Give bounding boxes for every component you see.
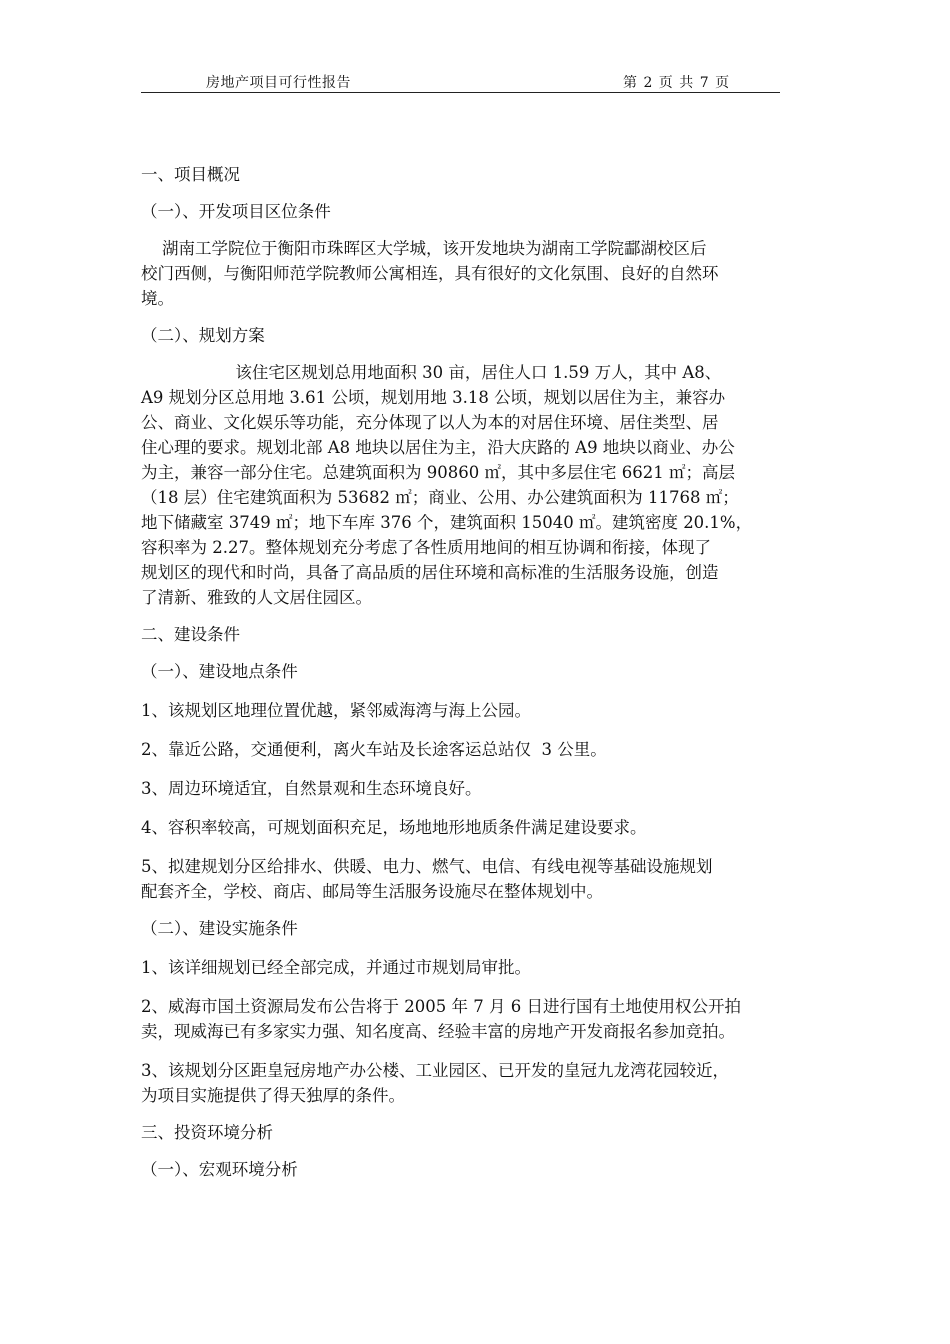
subsection-heading: （一）、开发项目区位条件 (141, 202, 331, 221)
paragraph-location (141, 236, 809, 311)
paragraph-line: 公、商业、文化娱乐等功能，充分体现了以人为本的对居住环境、居住类型、居 (141, 413, 719, 432)
section-heading: 二、建设条件 (141, 625, 240, 644)
header-page-info: 第 2 页 共 7 页 (623, 75, 731, 91)
list-item: 4、容积率较高，可规划面积充足，场地地形地质条件满足建设要求。 (141, 818, 647, 837)
subsection-heading: （二）、规划方案 (141, 326, 265, 345)
paragraph-line: 地下储藏室 3749 ㎡；地下车库 376 个，建筑面积 15040 ㎡。建筑密度 20.1%， (141, 513, 753, 532)
header-title: 房地产项目可行性报告 (206, 75, 351, 91)
list-item: 1、该规划区地理位置优越，紧邻威海湾与海上公园。 (141, 701, 531, 720)
paragraph-line: 湖南工学院位于衡阳市珠晖区大学城，该开发地块为湖南工学院酃湖校区后 (141, 239, 707, 258)
section-heading: 三、投资环境分析 (141, 1123, 273, 1142)
paragraph-line: 规划区的现代和时尚，具备了高品质的居住环境和高标准的生活服务设施，创造 (141, 563, 719, 582)
page-header (141, 70, 780, 93)
subsection-heading: （二）、建设实施条件 (141, 919, 298, 938)
paragraph-line: 该住宅区规划总用地面积 30 亩，居住人口 1.59 万人，其中 A8、 (141, 363, 722, 382)
list-item-line: 卖，现威海已有多家实力强、知名度高、经验丰富的房地产开发商报名参加竞拍。 (141, 1022, 735, 1041)
subsection-heading: （一）、宏观环境分析 (141, 1160, 298, 1179)
paragraph-line: 住心理的要求。规划北部 A8 地块以居住为主，沿大庆路的 A9 地块以商业、办公 (141, 438, 735, 457)
list-item-line: 3、该规划分区距皇冠房地产办公楼、工业园区、已开发的皇冠九龙湾花园较近， (141, 1061, 729, 1080)
paragraph-line: （18 层）住宅建筑面积为 53682 ㎡；商业、公用、办公建筑面积为 11768 ㎡； (141, 488, 739, 507)
list-item (141, 854, 809, 904)
paragraph-line: 校门西侧，与衡阳师范学院教师公寓相连，具有很好的文化氛围、良好的自然环 (141, 264, 719, 283)
paragraph-line: 为主，兼容一部分住宅。总建筑面积为 90860 ㎡，其中多层住宅 6621 ㎡；高层 (141, 463, 735, 482)
list-item-line: 5、拟建规划分区给排水、供暖、电力、燃气、电信、有线电视等基础设施规划 (141, 857, 713, 876)
paragraph-line: 了清新、雅致的人文居住园区。 (141, 588, 372, 607)
list-item (141, 1058, 809, 1108)
list-item (141, 994, 809, 1044)
list-item-line: 为项目实施提供了得天独厚的条件。 (141, 1086, 405, 1105)
subsection-heading: （一）、建设地点条件 (141, 662, 298, 681)
paragraph-line: 容积率为 2.27。整体规划充分考虑了各性质用地间的相互协调和衔接，体现了 (141, 538, 711, 557)
document-body (141, 162, 809, 1182)
paragraph-line: A9 规划分区总用地 3.61 公顷，规划用地 3.18 公顷，规划以居住为主，兼容办 (141, 388, 726, 407)
list-item-line: 2、威海市国土资源局发布公告将于 2005 年 7 月 6 日进行国有土地使用权公开拍 (141, 997, 741, 1016)
list-item: 3、周边环境适宜，自然景观和生态环境良好。 (141, 779, 482, 798)
section-heading: 一、项目概况 (141, 165, 240, 184)
paragraph-planning (141, 360, 809, 610)
list-item-line: 配套齐全，学校、商店、邮局等生活服务设施尽在整体规划中。 (141, 882, 603, 901)
list-item: 1、该详细规划已经全部完成，并通过市规划局审批。 (141, 958, 531, 977)
list-item: 2、靠近公路，交通便利，离火车站及长途客运总站仅 3 公里。 (141, 740, 607, 759)
paragraph-line: 境。 (141, 289, 174, 308)
